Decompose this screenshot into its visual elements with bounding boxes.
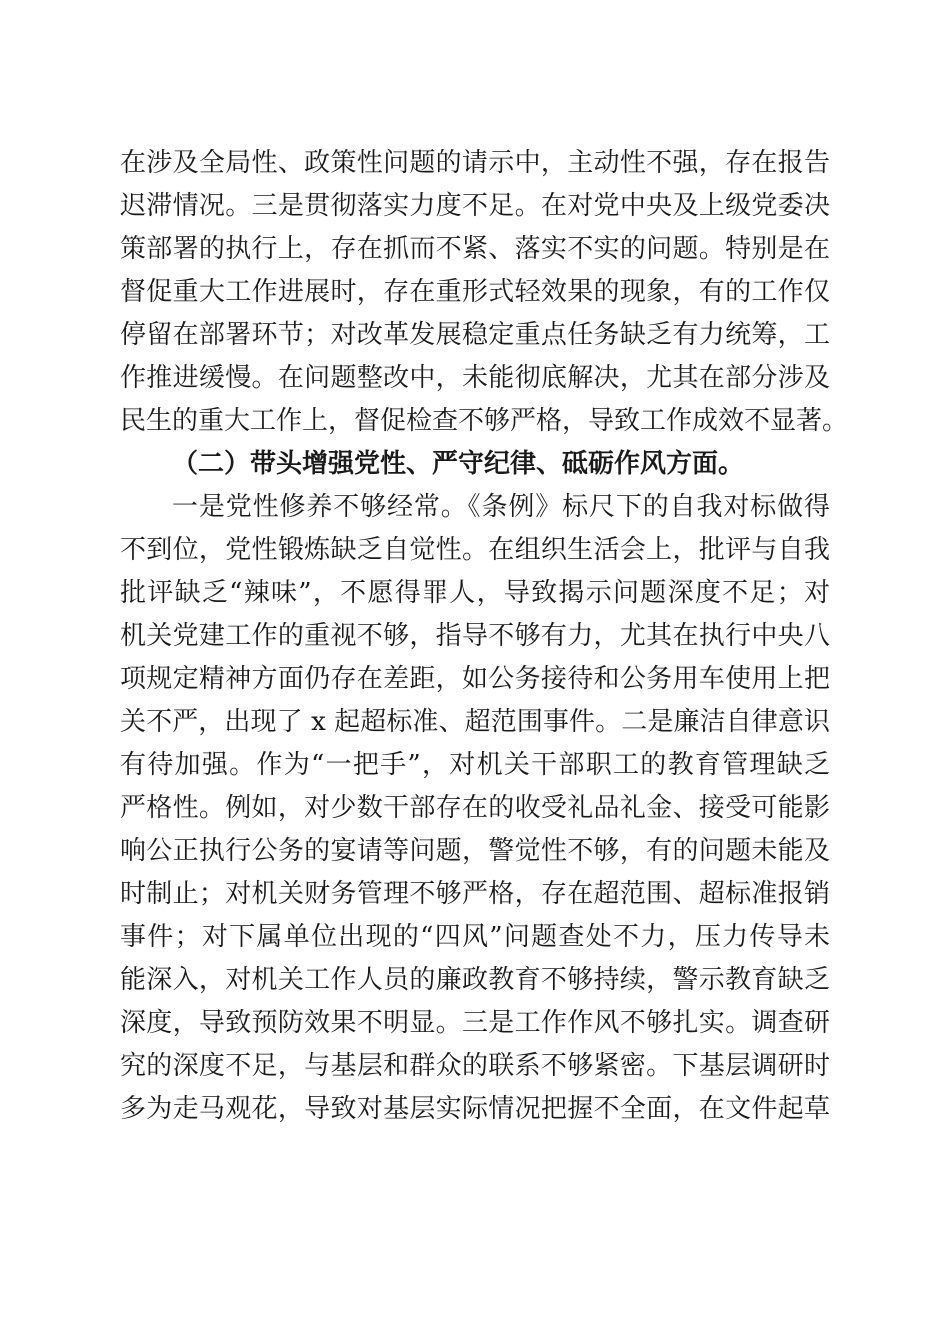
text-line: 停留在部署环节；对改革发展稳定重点任务缺乏有力统筹，工 [120, 320, 830, 350]
text-line: 响公正执行公务的宴请等问题，警觉性不够，有的问题未能及 [120, 836, 830, 866]
section-heading: （二）带头增强党性、严守纪律、砥砺作风方面。 [172, 449, 745, 479]
text-line: 民生的重大工作上，督促检查不够严格，导致工作成效不显著。 [120, 406, 849, 436]
text-line: 多为走马观花，导致对基层实际情况把握不全面，在文件起草 [120, 1094, 830, 1124]
text-line: 究的深度不足，与基层和群众的联系不够紧密。下基层调研时 [120, 1051, 830, 1081]
text-line: 策部署的执行上，存在抓而不紧、落实不实的问题。特别是在 [120, 234, 830, 264]
text-line: 批评缺乏“辣味”，不愿得罪人，导致揭示问题深度不足；对 [120, 578, 830, 608]
text-line: 深度，导致预防效果不明显。三是工作作风不够扎实。调查研 [120, 1008, 830, 1038]
text-line: 严格性。例如，对少数干部存在的收受礼品礼金、接受可能影 [120, 793, 830, 823]
text-line: 关不严，出现了 x 起超标准、超范围事件。二是廉洁自律意识 [120, 707, 830, 737]
text-line: 迟滞情况。三是贯彻落实力度不足。在对党中央及上级党委决 [120, 191, 830, 221]
text-line: 有待加强。作为“一把手”，对机关干部职工的教育管理缺乏 [120, 750, 830, 780]
text-line: 在涉及全局性、政策性问题的请示中，主动性不强，存在报告 [120, 148, 830, 178]
text-line: 能深入，对机关工作人员的廉政教育不够持续，警示教育缺乏 [120, 965, 830, 995]
paragraph-first-line: 一是党性修养不够经常。《条例》标尺下的自我对标做得 [172, 492, 830, 522]
text-line: 事件；对下属单位出现的“四风”问题查处不力，压力传导未 [120, 922, 830, 952]
text-line: 机关党建工作的重视不够，指导不够有力，尤其在执行中央八 [120, 621, 830, 651]
text-line: 时制止；对机关财务管理不够严格，存在超范围、超标准报销 [120, 879, 830, 909]
text-line: 项规定精神方面仍存在差距，如公务接待和公务用车使用上把 [120, 664, 830, 694]
text-line: 督促重大工作进展时，存在重形式轻效果的现象，有的工作仅 [120, 277, 830, 307]
text-line: 不到位，党性锻炼缺乏自觉性。在组织生活会上，批评与自我 [120, 535, 830, 565]
text-line: 作推进缓慢。在问题整改中，未能彻底解决，尤其在部分涉及 [120, 363, 830, 393]
